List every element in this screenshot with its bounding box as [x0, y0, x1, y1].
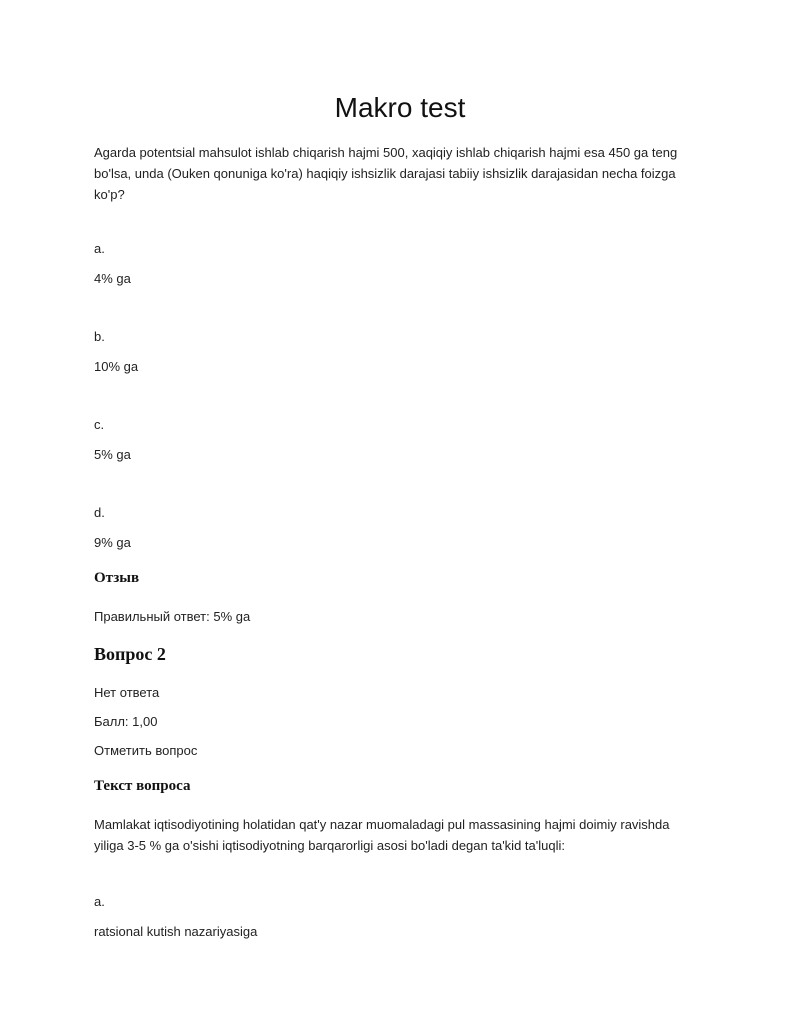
option-c-text: 5% ga	[94, 447, 131, 462]
option-c-letter: c.	[94, 417, 105, 432]
question-text-heading: Текст вопроса	[94, 778, 191, 794]
flag-question-link[interactable]: Отметить вопрос	[94, 743, 198, 758]
question-1-text: Agarda potentsial mahsulot ishlab chiqarish hajmi 500, xaqiqiy ishlab chiqarish hajmi esa 450 ga teng bo'lsa, unda (Ouken qonuniga ko'ra) haqiqiy ishsizlik darajasi tabiiy ishsizlik darajasidan necha foizga ko'p?	[94, 145, 678, 202]
option-a-text: 4% ga	[94, 271, 131, 286]
page-title: Makro test	[334, 92, 466, 123]
option-d-letter: d.	[94, 505, 105, 520]
option-b-letter: b.	[94, 329, 105, 344]
question-2-heading: Вопрос 2	[94, 644, 166, 664]
answer-status: Нет ответа	[94, 685, 160, 700]
q2-option-a-text: ratsional kutish nazariyasiga	[94, 924, 258, 939]
feedback-heading: Отзыв	[94, 570, 140, 586]
correct-answer: Правильный ответ: 5% ga	[94, 609, 251, 624]
option-a-letter: a.	[94, 241, 105, 256]
option-d-text: 9% ga	[94, 535, 131, 550]
option-b-text: 10% ga	[94, 359, 139, 374]
score: Балл: 1,00	[94, 714, 158, 729]
q2-option-a-letter: a.	[94, 894, 105, 909]
question-2-text: Mamlakat iqtisodiyotining holatidan qat'y nazar muomaladagi pul massasining hajmi doimiy ravishda yiliga 3-5 % ga o'sishi iqtisodiyotning barqarorligi asosi bo'ladi degan ta'kid ta'luqli:	[94, 817, 670, 853]
